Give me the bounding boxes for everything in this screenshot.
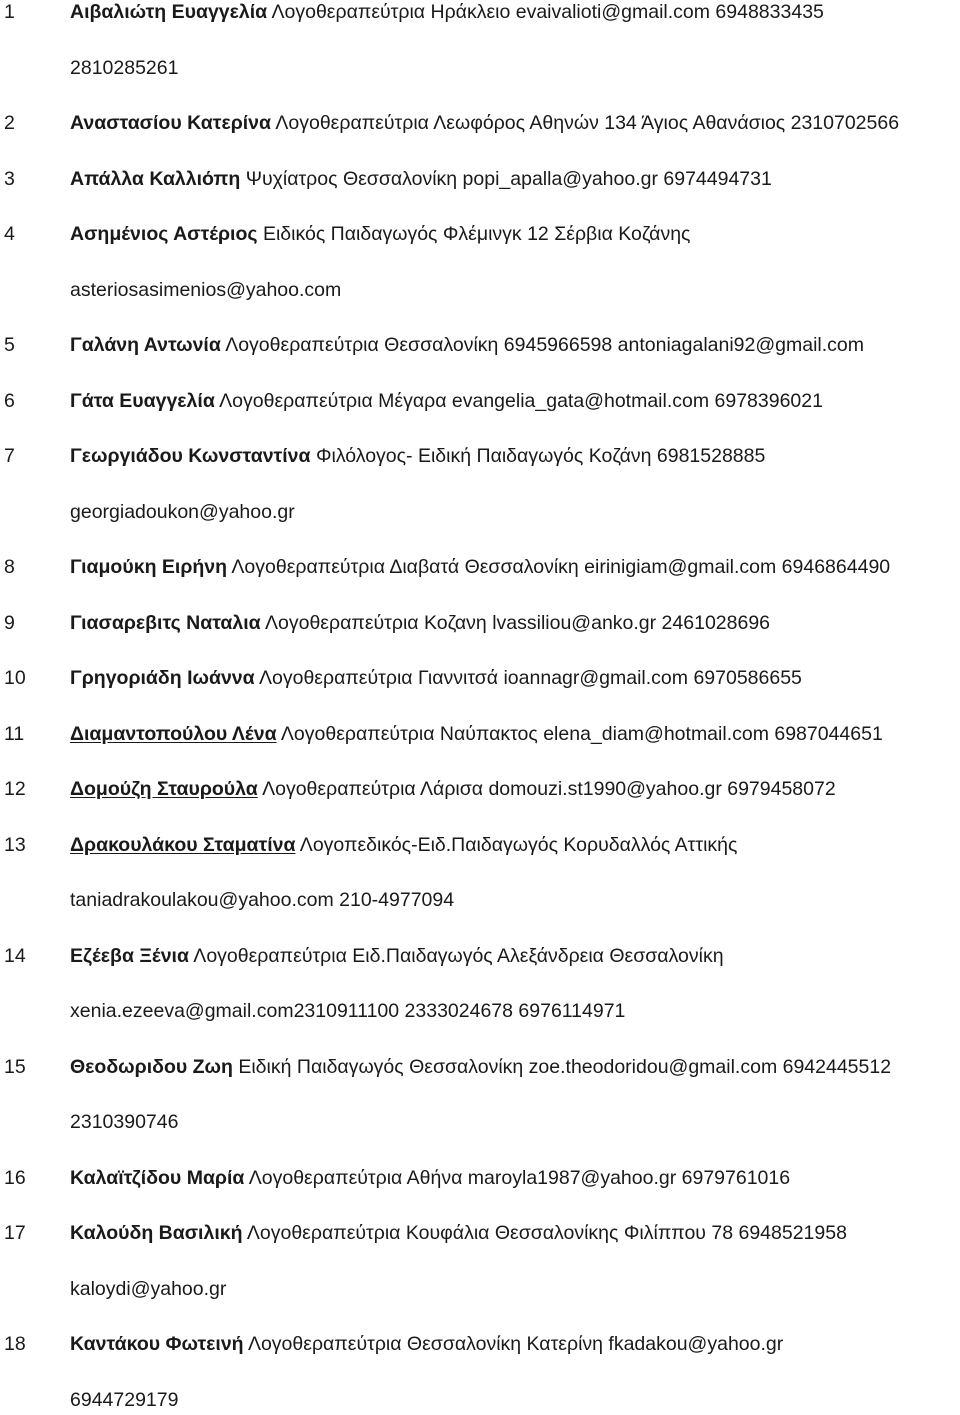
entry-name: Γάτα Ευαγγελία bbox=[70, 389, 215, 412]
list-item-continuation bbox=[0, 885, 960, 915]
entry-text bbox=[70, 1218, 847, 1248]
list-item bbox=[0, 608, 960, 638]
entry-number: 16 bbox=[4, 1166, 26, 1189]
entry-details: Λογοθεραπεύτρια Διαβατά Θεσσαλονίκη eirinigiam@gmail.com 6946864490 bbox=[231, 556, 891, 578]
entry-continuation: taniadrakoulakou@yahoo.com 210-4977094 bbox=[70, 889, 455, 911]
entry-number: 9 bbox=[4, 611, 15, 634]
list-item-continuation bbox=[0, 1274, 960, 1304]
list-item-continuation bbox=[0, 1385, 960, 1415]
entry-text bbox=[70, 108, 899, 138]
entry-name: Αιβαλιώτη Ευαγγελία bbox=[70, 1, 268, 23]
entry-details: Λογοπεδικός-Ειδ.Παιδαγωγός Κορυδαλλός Αττικής bbox=[299, 833, 738, 856]
entry-text bbox=[70, 164, 772, 194]
entry-name: Γαλάνη Αντωνία bbox=[70, 334, 221, 356]
entry-details: Λογοθεραπεύτρια Ειδ.Παιδαγωγός Αλεξάνδρεια Θεσσαλονίκη bbox=[193, 944, 724, 967]
entry-name: Εζέεβα Ξένια bbox=[70, 944, 189, 967]
list-item-continuation bbox=[0, 53, 960, 83]
entry-text bbox=[70, 330, 864, 360]
entry-details: Φιλόλογος- Ειδική Παιδαγωγός Κοζάνη 6981528885 bbox=[315, 445, 766, 467]
entry-text bbox=[70, 386, 823, 416]
entry-text bbox=[70, 774, 836, 804]
list-item bbox=[0, 1163, 960, 1193]
entry-text bbox=[70, 441, 765, 471]
entry-continuation: georgiadoukon@yahoo.gr bbox=[70, 500, 295, 523]
entry-details: Ειδικός Παιδαγωγός Φλέμινγκ 12 Σέρβια Κοζάνης bbox=[262, 223, 691, 245]
entry-details: Λογοθεραπεύτρια Κοζανη lvassiliou@anko.gr 2461028696 bbox=[265, 611, 771, 634]
entry-details: Λογοθεραπεύτρια Γιαννιτσά ioannagr@gmail.com 6970586655 bbox=[258, 667, 802, 689]
list-item bbox=[0, 441, 960, 471]
entry-details: Λογοθεραπεύτρια Θεσσαλονίκη 6945966598 antoniagalani92@gmail.com bbox=[225, 334, 865, 356]
list-item bbox=[0, 830, 960, 860]
entry-details: Λογοθεραπεύτρια Ηράκλειο evaivalioti@gmail.com 6948833435 bbox=[271, 1, 824, 23]
entry-name: Καντάκου Φωτεινή bbox=[70, 1333, 244, 1355]
entry-number: 11 bbox=[4, 722, 25, 745]
entry-number: 18 bbox=[4, 1333, 26, 1355]
entry-details: Ψυχίατρος Θεσσαλονίκη popi_apalla@yahoo.gr 6974494731 bbox=[245, 167, 772, 190]
entry-text bbox=[70, 719, 883, 749]
list-item bbox=[0, 330, 960, 360]
entry-name: Αναστασίου Κατερίνα bbox=[70, 112, 272, 134]
entry-number: 12 bbox=[4, 778, 26, 800]
list-item bbox=[0, 719, 960, 749]
entry-number: 3 bbox=[4, 167, 15, 190]
entry-number: 10 bbox=[4, 667, 26, 689]
entry-text bbox=[70, 663, 802, 693]
entry-continuation: 2310390746 bbox=[70, 1111, 179, 1133]
entry-continuation: asteriosasimenios@yahoo.com bbox=[70, 278, 342, 301]
entry-number: 4 bbox=[4, 223, 15, 245]
entry-text bbox=[70, 830, 737, 860]
list-item-continuation bbox=[0, 996, 960, 1026]
entry-name: Καλαϊτζίδου Μαρία bbox=[70, 1166, 245, 1189]
entry-name: Καλούδη Βασιλική bbox=[70, 1222, 243, 1244]
entry-number: 7 bbox=[4, 445, 15, 467]
entry-continuation: 2810285261 bbox=[70, 56, 179, 79]
entry-number: 6 bbox=[4, 389, 15, 412]
entry-text bbox=[70, 1052, 891, 1082]
entry-number: 2 bbox=[4, 112, 15, 134]
entry-number: 5 bbox=[4, 334, 15, 356]
entry-name: Δρακουλάκου Σταματίνα bbox=[70, 833, 296, 856]
list-item bbox=[0, 1329, 960, 1359]
entry-continuation: xenia.ezeeva@gmail.com2310911100 2333024678 6976114971 bbox=[70, 1000, 626, 1022]
list-item bbox=[0, 164, 960, 194]
entry-text bbox=[70, 219, 690, 249]
entry-name: Γρηγοριάδη Ιωάννα bbox=[70, 667, 255, 689]
list-item bbox=[0, 552, 960, 582]
entry-continuation: 6944729179 bbox=[70, 1388, 179, 1411]
list-item bbox=[0, 108, 960, 138]
list-item-continuation bbox=[0, 1107, 960, 1137]
entry-name: Δομούζη Σταυρούλα bbox=[70, 778, 258, 800]
entry-details: Λογοθεραπεύτρια Θεσσαλονίκη Κατερίνη fkadakou@yahoo.gr bbox=[247, 1333, 784, 1355]
entry-text bbox=[70, 552, 890, 582]
entry-details: Λογοθεραπεύτρια Ναύπακτος elena_diam@hotmail.com 6987044651 bbox=[280, 722, 883, 745]
entry-name: Διαμαντοπούλου Λένα bbox=[70, 722, 277, 745]
entry-details: Λογοθεραπεύτρια Κουφάλια Θεσσαλονίκης Φιλίππου 78 6948521958 bbox=[246, 1222, 847, 1244]
entry-name: Γιαμούκη Ειρήνη bbox=[70, 556, 228, 578]
list-item bbox=[0, 941, 960, 971]
entry-name: Θεοδωριδου Ζωη bbox=[70, 1055, 233, 1078]
entry-text bbox=[70, 1329, 783, 1359]
entry-details: Ειδική Παιδαγωγός Θεσσαλονίκη zoe.theodoridou@gmail.com 6942445512 bbox=[238, 1055, 892, 1078]
list-item bbox=[0, 219, 960, 249]
entry-name: Απάλλα Καλλιόπη bbox=[70, 167, 241, 190]
entry-number: 1 bbox=[4, 1, 15, 23]
entry-details: Λογοθεραπεύτρια Λεωφόρος Αθηνών 134 Άγιος Αθανάσιος 2310702566 bbox=[275, 112, 900, 134]
entry-name: Γεωργιάδου Κωνσταντίνα bbox=[70, 445, 311, 467]
entry-text bbox=[70, 941, 724, 971]
list-item bbox=[0, 774, 960, 804]
entry-number: 15 bbox=[4, 1055, 26, 1078]
entry-name: Ασημένιος Αστέριος bbox=[70, 223, 258, 245]
entry-number: 17 bbox=[4, 1222, 26, 1244]
entry-text bbox=[70, 1163, 790, 1193]
entry-details: Λογοθεραπεύτρια Λάρισα domouzi.st1990@yahoo.gr 6979458072 bbox=[262, 778, 836, 800]
list-item-continuation bbox=[0, 275, 960, 305]
entry-details: Λογοθεραπεύτρια Μέγαρα evangelia_gata@hotmail.com 6978396021 bbox=[219, 389, 823, 412]
list-item bbox=[0, 663, 960, 693]
entry-continuation: kaloydi@yahoo.gr bbox=[70, 1277, 227, 1300]
list-item-continuation bbox=[0, 497, 960, 527]
entry-number: 13 bbox=[4, 833, 26, 856]
list-item bbox=[0, 1052, 960, 1082]
list-item bbox=[0, 0, 960, 27]
entry-text bbox=[70, 0, 824, 27]
list-item bbox=[0, 386, 960, 416]
entry-name: Γιασαρεβιτς Ναταλια bbox=[70, 611, 261, 634]
entry-number: 14 bbox=[4, 944, 26, 967]
entry-details: Λογοθεραπεύτρια Αθήνα maroyla1987@yahoo.gr 6979761016 bbox=[248, 1166, 791, 1189]
entry-number: 8 bbox=[4, 556, 15, 578]
entry-text bbox=[70, 608, 770, 638]
list-item bbox=[0, 1218, 960, 1248]
